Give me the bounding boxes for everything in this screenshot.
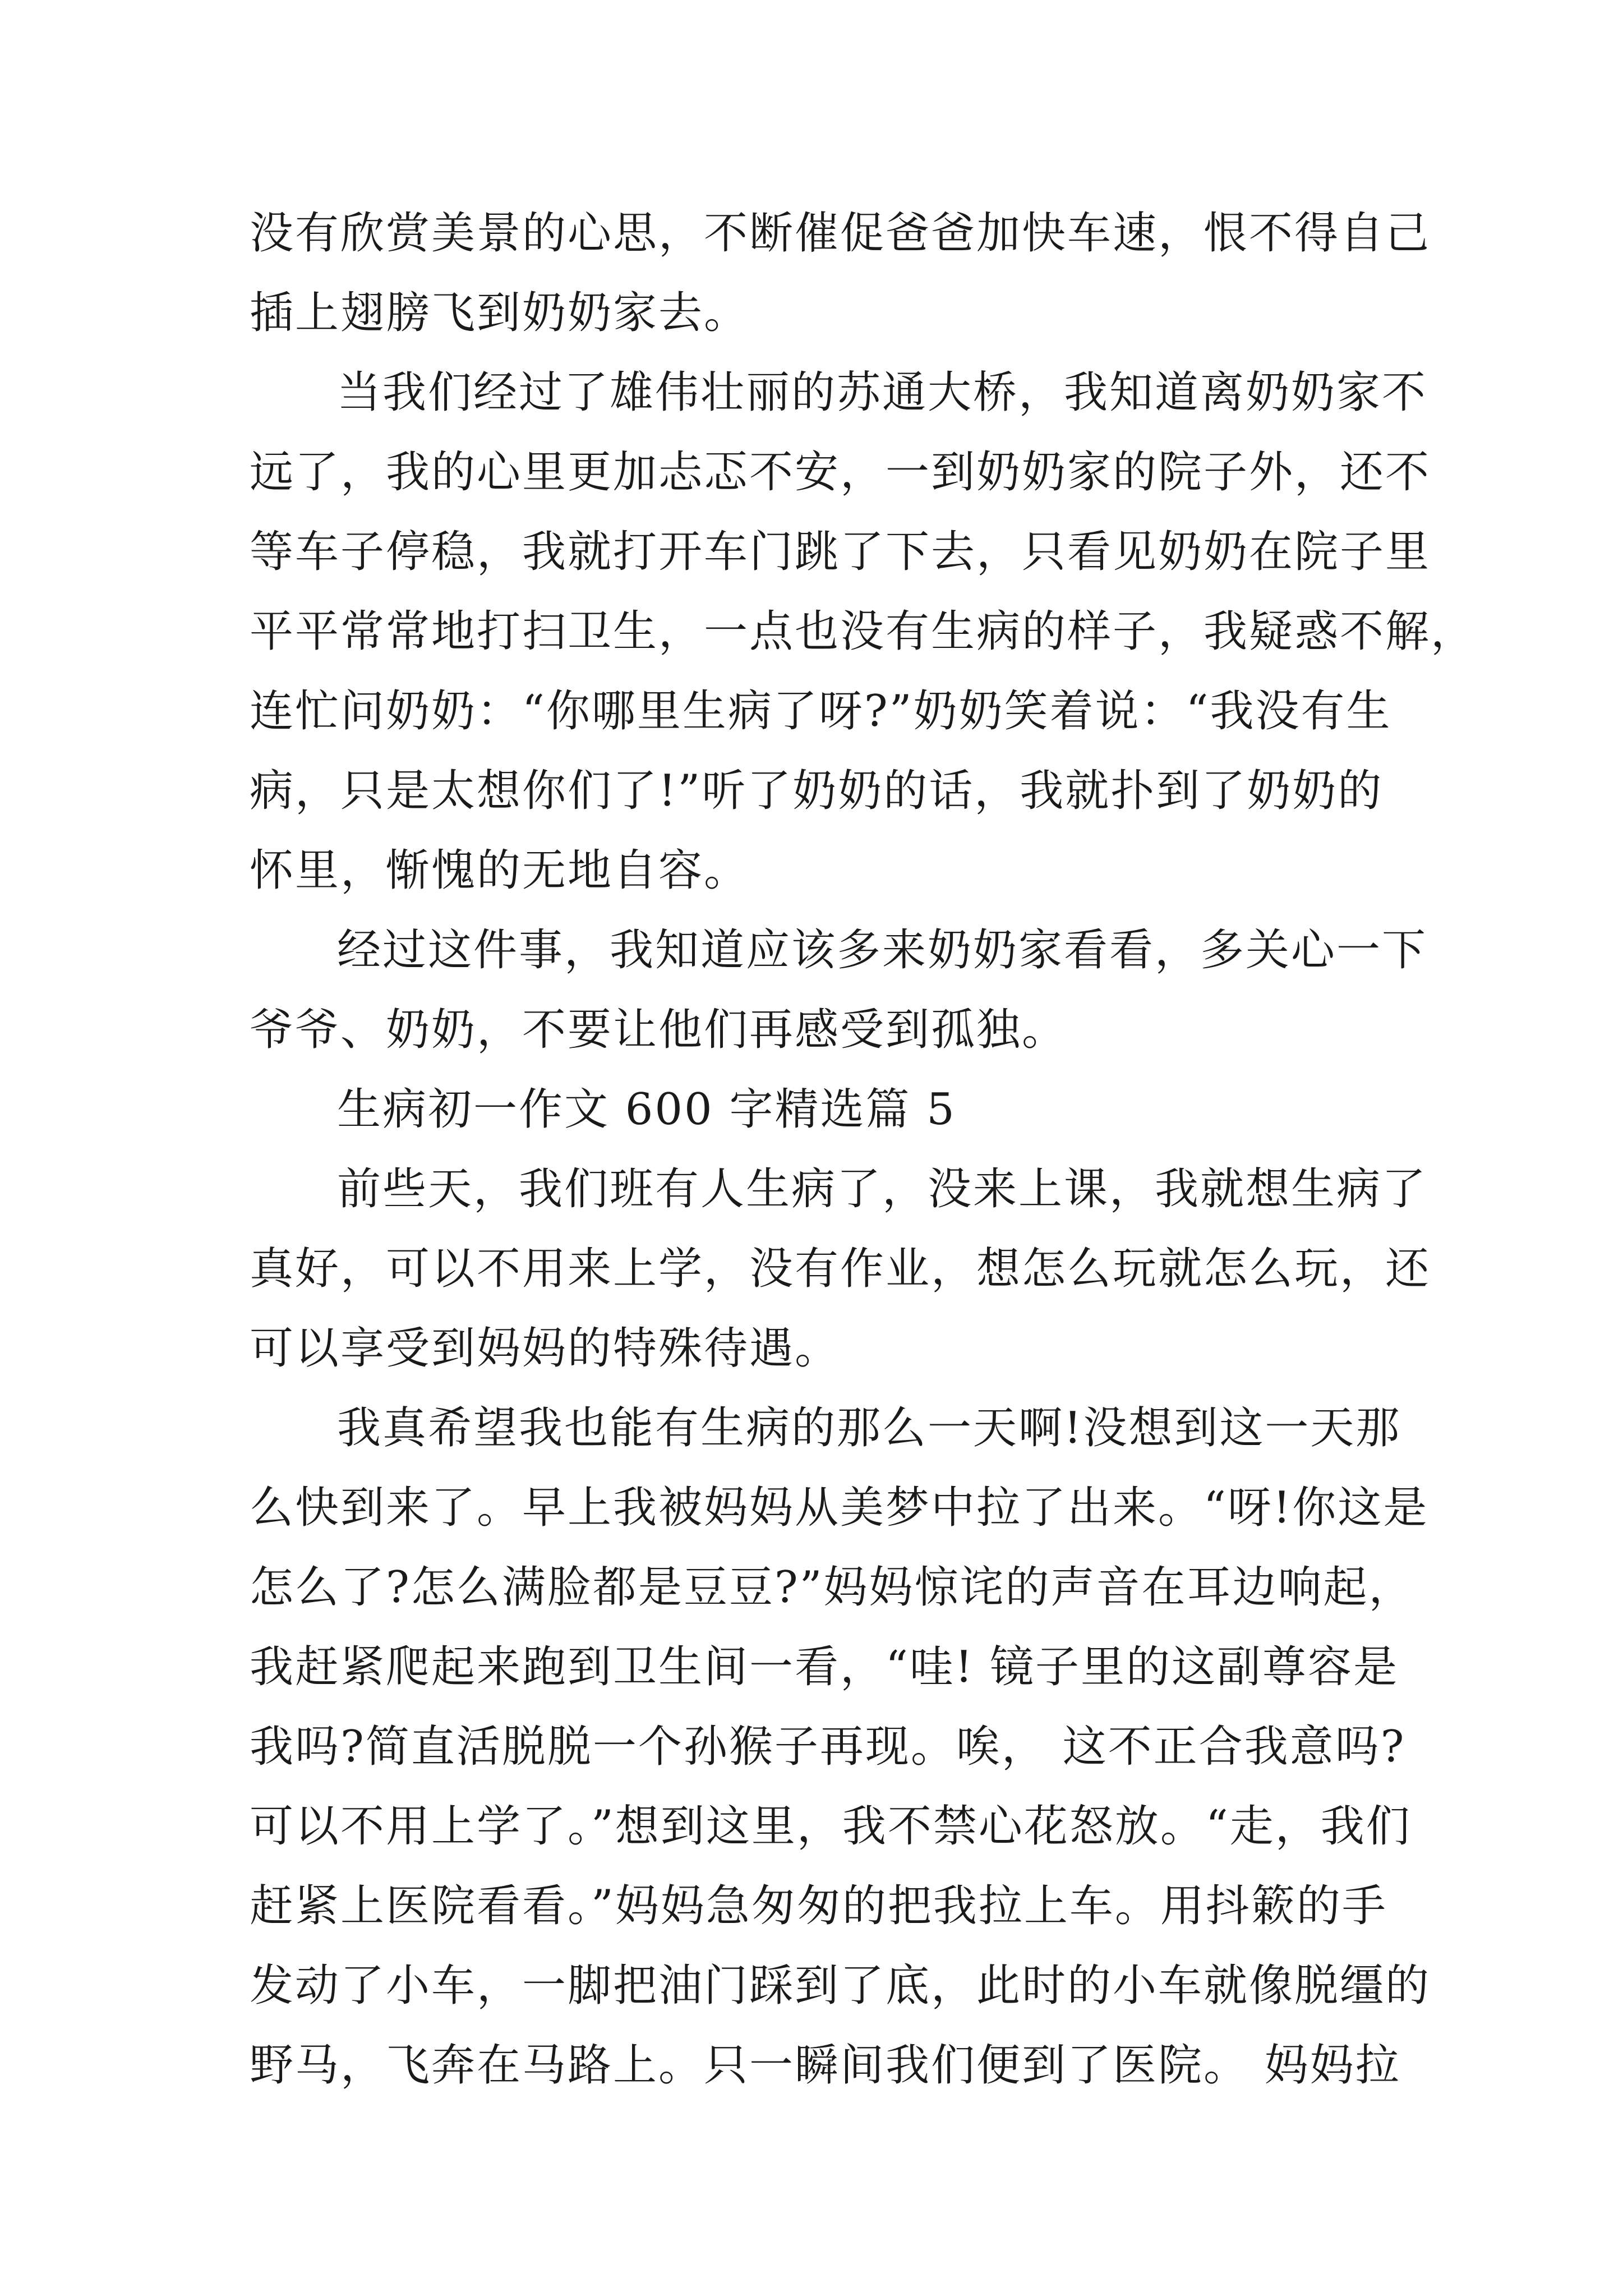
text-line: 野马，飞奔在马路上。只一瞬间我们便到了医院。 妈妈拉 <box>250 2040 1401 2091</box>
text-line: 插上翅膀飞到奶奶家去。 <box>250 288 750 338</box>
text-line: 远了，我的心里更加忐忑不安，一到奶奶家的院子外，还不 <box>250 447 1431 498</box>
text-line: 我真希望我也能有生病的那么一天啊!没想到这一天那 <box>337 1403 1401 1453</box>
text-line: 等车子停稳，我就打开车门跳了下去，只看见奶奶在院子里 <box>250 527 1431 577</box>
text-line: 我吗?简直活脱脱一个孙猴子再现。唉， 这不正合我意吗? <box>250 1722 1406 1772</box>
text-line: 病，只是太想你们了!”听了奶奶的话，我就扑到了奶奶的 <box>250 766 1384 816</box>
text-line: 赶紧上医院看看。”妈妈急匆匆的把我拉上车。用抖簌的手 <box>250 1881 1387 1931</box>
text-line: 我赶紧爬起来跑到卫生间一看，“哇! 镜子里的这副尊容是 <box>250 1642 1399 1692</box>
text-line: 么快到来了。早上我被妈妈从美梦中拉了出来。“呀!你这是 <box>250 1483 1429 1533</box>
text-line: 怎么了?怎么满脸都是豆豆?”妈妈惊诧的声音在耳边响起， <box>250 1562 1414 1613</box>
text-line: 可以不用上学了。”想到这里，我不禁心花怒放。“走，我们 <box>250 1801 1412 1852</box>
section-heading: 生病初一作文 600 字精选篇 5 <box>337 1084 956 1135</box>
document-body <box>250 194 1477 2105</box>
text-line: 真好，可以不用来上学，没有作业，想怎么玩就怎么玩，还 <box>250 1244 1431 1294</box>
text-line: 怀里，惭愧的无地自容。 <box>250 845 750 896</box>
text-line: 连忙问奶奶：“你哪里生病了呀?”奶奶笑着说：“我没有生 <box>250 686 1392 737</box>
text-line: 没有欣赏美景的心思，不断催促爸爸加快车速，恨不得自己 <box>250 208 1431 259</box>
text-line: 可以享受到妈妈的特殊待遇。 <box>250 1323 841 1374</box>
text-line: 经过这件事，我知道应该多来奶奶家看看，多关心一下 <box>337 925 1428 976</box>
text-line: 当我们经过了雄伟壮丽的苏通大桥，我知道离奶奶家不 <box>337 367 1428 418</box>
text-line: 平平常常地打扫卫生，一点也没有生病的样子，我疑惑不解， <box>250 606 1477 657</box>
text-line: 爷爷、奶奶，不要让他们再感受到孤独。 <box>250 1005 1068 1055</box>
text-line: 前些天，我们班有人生病了，没来上课，我就想生病了 <box>337 1164 1428 1214</box>
text-line: 发动了小车，一脚把油门踩到了底，此时的小车就像脱缰的 <box>250 1961 1431 2011</box>
